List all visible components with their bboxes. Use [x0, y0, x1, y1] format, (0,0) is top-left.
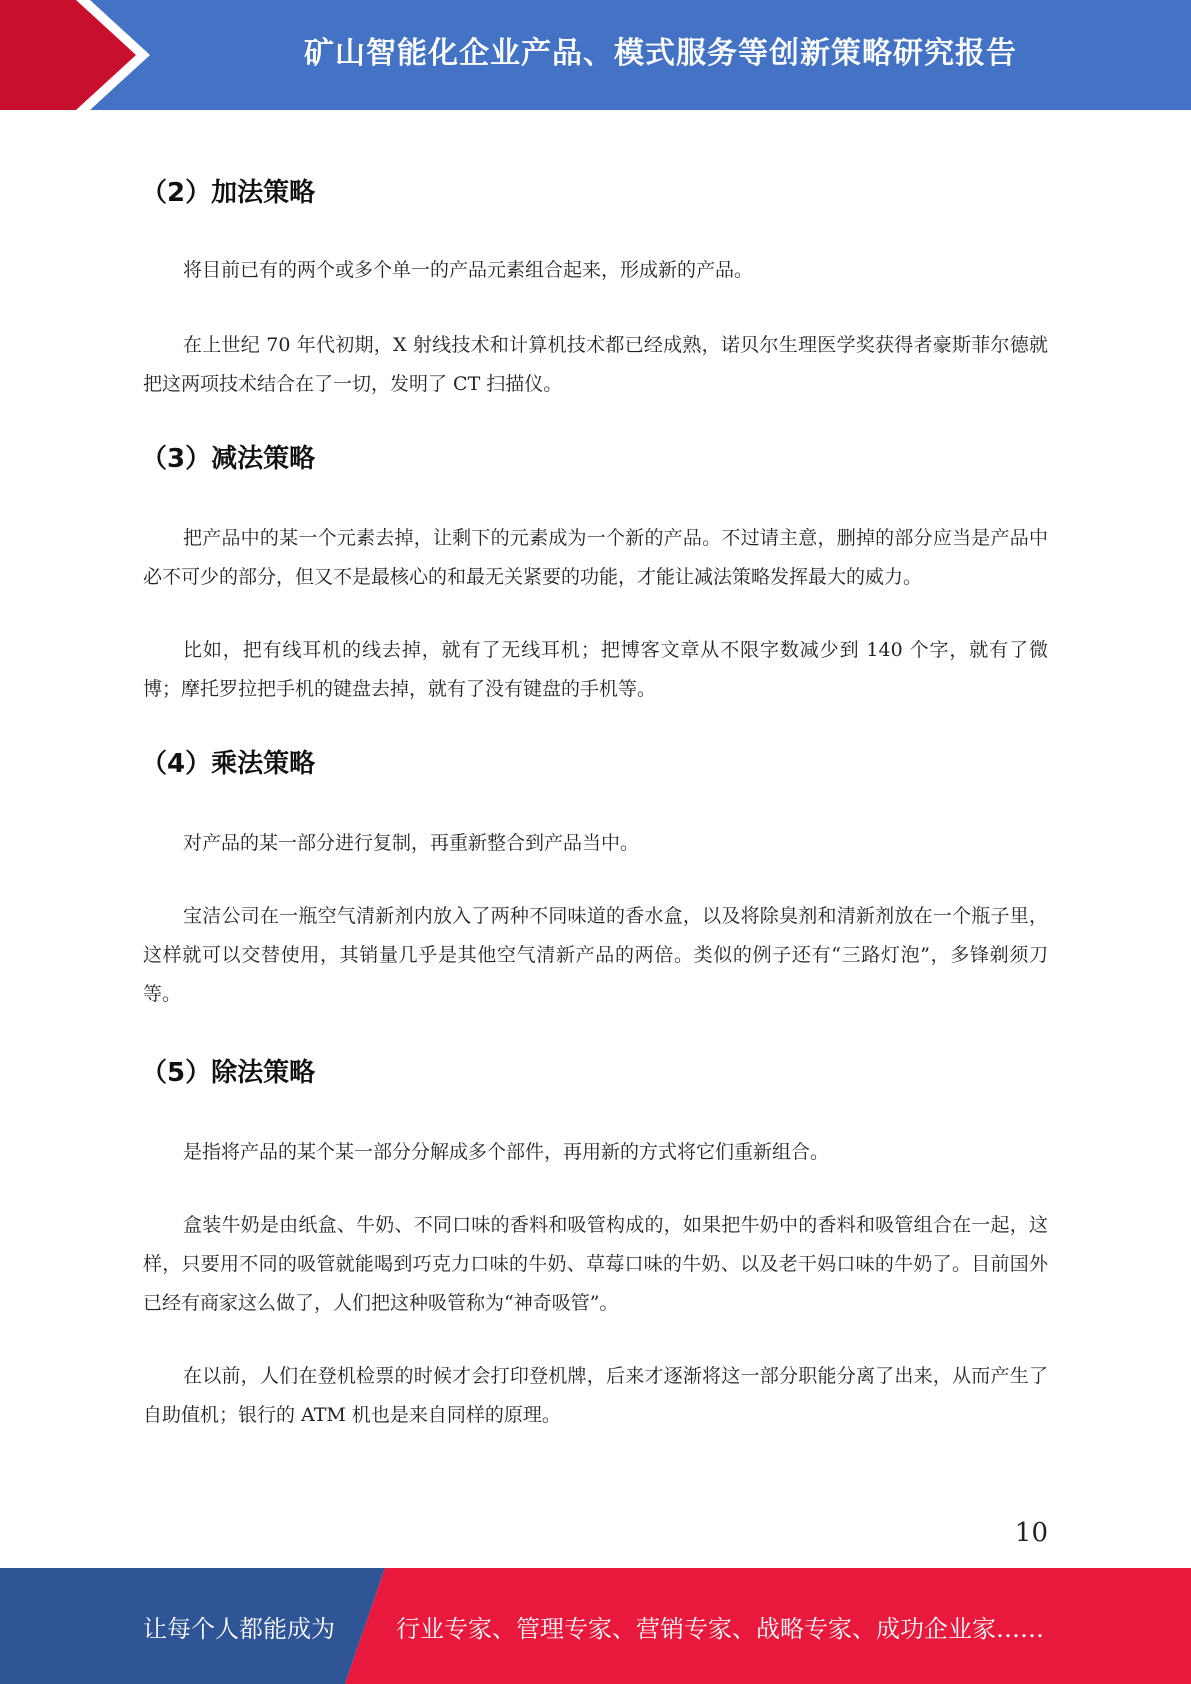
section-heading: （4）乘法策略 — [141, 749, 316, 779]
page-footer — [0, 1568, 1191, 1684]
page-header — [0, 0, 1191, 110]
paragraph: 宝洁公司在一瓶空气清新剂内放入了两种不同味道的香水盒，以及将除臭剂和清新剂放在一个瓶子里，这样就可以交替使用，其销量几乎是其他空气清新产品的两倍。类似的例子还有“三路灯泡”，多锋剃须刀等。 — [143, 905, 1048, 1005]
paragraph: 把产品中的某一个元素去掉，让剩下的元素成为一个新的产品。不过请主意，删掉的部分应当是产品中必不可少的部分，但又不是最核心的和最无关紧要的功能，才能让减法策略发挥最大的威力。 — [143, 527, 1048, 588]
section-multiplication-strategy — [143, 743, 1048, 1014]
paragraph: 将目前已有的两个或多个单一的产品元素组合起来，形成新的产品。 — [183, 259, 754, 281]
page-number: 10 — [1014, 1518, 1048, 1548]
document-body — [143, 160, 1048, 1435]
paragraph: 是指将产品的某个某一部分分解成多个部件，再用新的方式将它们重新组合。 — [183, 1141, 830, 1163]
footer-slogan-left: 让每个人都能成为 — [143, 1614, 335, 1643]
section-heading: （2）加法策略 — [141, 178, 316, 208]
footer-slogan-right: 行业专家、管理专家、营销专家、战略专家、成功企业家…… — [396, 1614, 1044, 1643]
paragraph: 比如，把有线耳机的线去掉，就有了无线耳机；把博客文章从不限字数减少到 140 个字，就有了微博；摩托罗拉把手机的键盘去掉，就有了没有键盘的手机等。 — [143, 639, 1048, 700]
section-division-strategy — [143, 1052, 1048, 1435]
report-title: 矿山智能化企业产品、模式服务等创新策略研究报告 — [304, 36, 1017, 71]
section-addition-strategy — [143, 172, 1048, 404]
section-heading: （5）除法策略 — [141, 1058, 316, 1088]
paragraph: 对产品的某一部分进行复制，再重新整合到产品当中。 — [183, 832, 640, 854]
paragraph: 在以前，人们在登机检票的时候才会打印登机牌，后来才逐渐将这一部分职能分离了出来，从而产生了自助值机；银行的 ATM 机也是来自同样的原理。 — [143, 1365, 1048, 1426]
paragraph: 盒装牛奶是由纸盒、牛奶、不同口味的香料和吸管构成的，如果把牛奶中的香料和吸管组合在一起，这样，只要用不同的吸管就能喝到巧克力口味的牛奶、草莓口味的牛奶、以及老干妈口味的牛奶了。目前国外已经有商家这么做了，人们把这种吸管称为“神奇吸管”。 — [143, 1214, 1048, 1314]
section-heading: （3）减法策略 — [141, 444, 316, 474]
paragraph: 在上世纪 70 年代初期，X 射线技术和计算机技术都已经成熟，诺贝尔生理医学奖获得者豪斯菲尔德就把这两项技术结合在了一切，发明了 CT 扫描仪。 — [143, 334, 1048, 395]
section-subtraction-strategy — [143, 438, 1048, 709]
